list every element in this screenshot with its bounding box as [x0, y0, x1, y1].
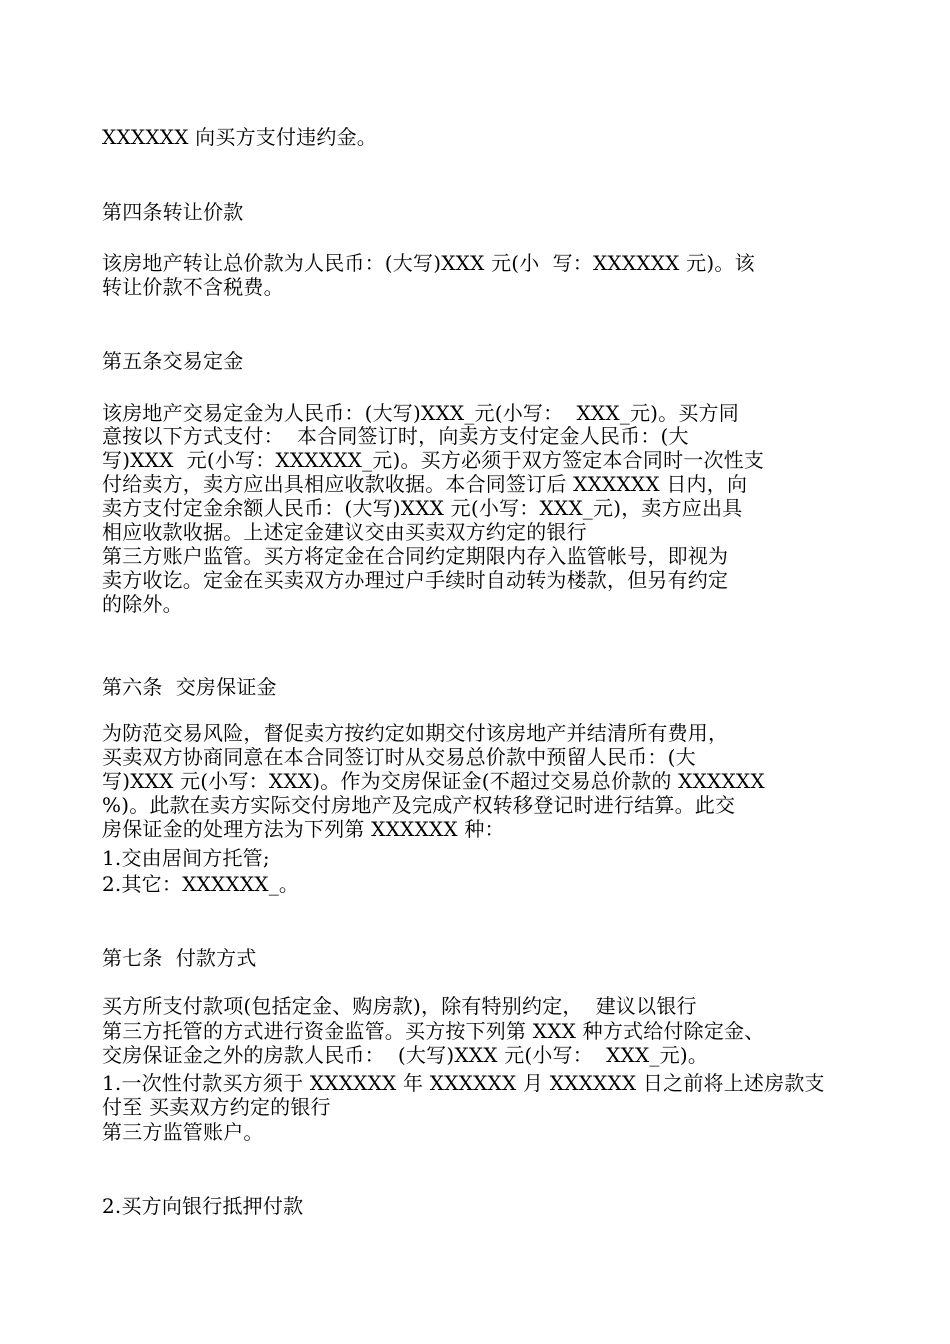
text-line: 第三方托管的方式进行资金监管。买方按下列第 XXX 种方式给付除定金、: [102, 1019, 765, 1043]
list-item: 1.一次性付款买方须于 XXXXXX 年 XXXXXX 月 XXXXXX 日之前将上述房款支: [102, 1071, 825, 1095]
text-line: 卖方支付定金余额人民币：(大写)XXX 元(小写：XXX_元)，卖方应出具: [102, 496, 743, 520]
text-line: 为防范交易风险，督促卖方按约定如期交付该房地产并结清所有费用，: [102, 721, 729, 745]
text-line: XXXXXX 向买方支付违约金。: [102, 125, 377, 149]
list-item: 2.买方向银行抵押付款: [102, 1194, 304, 1218]
section-heading: 第五条交易定金: [102, 349, 244, 373]
text-line: 交房保证金之外的房款人民币： (大写)XXX 元(小写： XXX_元)。: [102, 1043, 709, 1067]
text-line: 买方所支付款项(包括定金、购房款)，除有特别约定， 建议以银行: [102, 994, 697, 1018]
text-line: 付至 买卖双方约定的银行: [102, 1095, 331, 1119]
section-heading: 第六条 交房保证金: [102, 675, 277, 699]
text-line: 转让价款不含税费。: [102, 275, 284, 299]
list-item: 2.其它：XXXXXX_。: [102, 872, 300, 896]
list-item: 1.交由居间方托管;: [102, 846, 270, 870]
text-line: 的除外。: [102, 592, 183, 616]
text-line: 卖方收讫。定金在买卖双方办理过户手续时自动转为楼款，但另有约定: [102, 568, 729, 592]
text-line: 相应收款收据。上述定金建议交由买卖双方约定的银行: [102, 520, 587, 544]
text-line: 写)XXX 元(小写：XXXXXX_元)。买方必须于双方签定本合同时一次性支: [102, 448, 765, 472]
section-heading: 第四条转让价款: [102, 200, 244, 224]
text-line: 写)XXX 元(小写：XXX)。作为交房保证金(不超过交易总价款的 XXXXXX: [102, 769, 765, 793]
text-line: %)。此款在卖方实际交付房地产及完成产权转移登记时进行结算。此交: [102, 793, 736, 817]
text-line: 付给卖方，卖方应出具相应收款收据。本合同签订后 XXXXXX 日内，向: [102, 472, 748, 496]
text-line: 意按以下方式支付： 本合同签订时，向卖方支付定金人民币：(大: [102, 424, 689, 448]
text-line: 房保证金的处理方法为下列第 XXXXXX 种：: [102, 817, 505, 841]
section-heading: 第七条 付款方式: [102, 946, 257, 970]
text-line: 该房地产交易定金为人民币：(大写)XXX_元(小写： XXX_元)。买方同: [102, 401, 739, 425]
text-line: 该房地产转让总价款为人民币：(大写)XXX 元(小 写：XXXXXX 元)。该: [102, 251, 755, 275]
text-line: 第三方账户监管。买方将定金在合同约定期限内存入监管帐号，即视为: [102, 544, 729, 568]
text-line: 买卖双方协商同意在本合同签订时从交易总价款中预留人民币：(大: [102, 745, 696, 769]
text-line: 第三方监管账户。: [102, 1120, 264, 1144]
